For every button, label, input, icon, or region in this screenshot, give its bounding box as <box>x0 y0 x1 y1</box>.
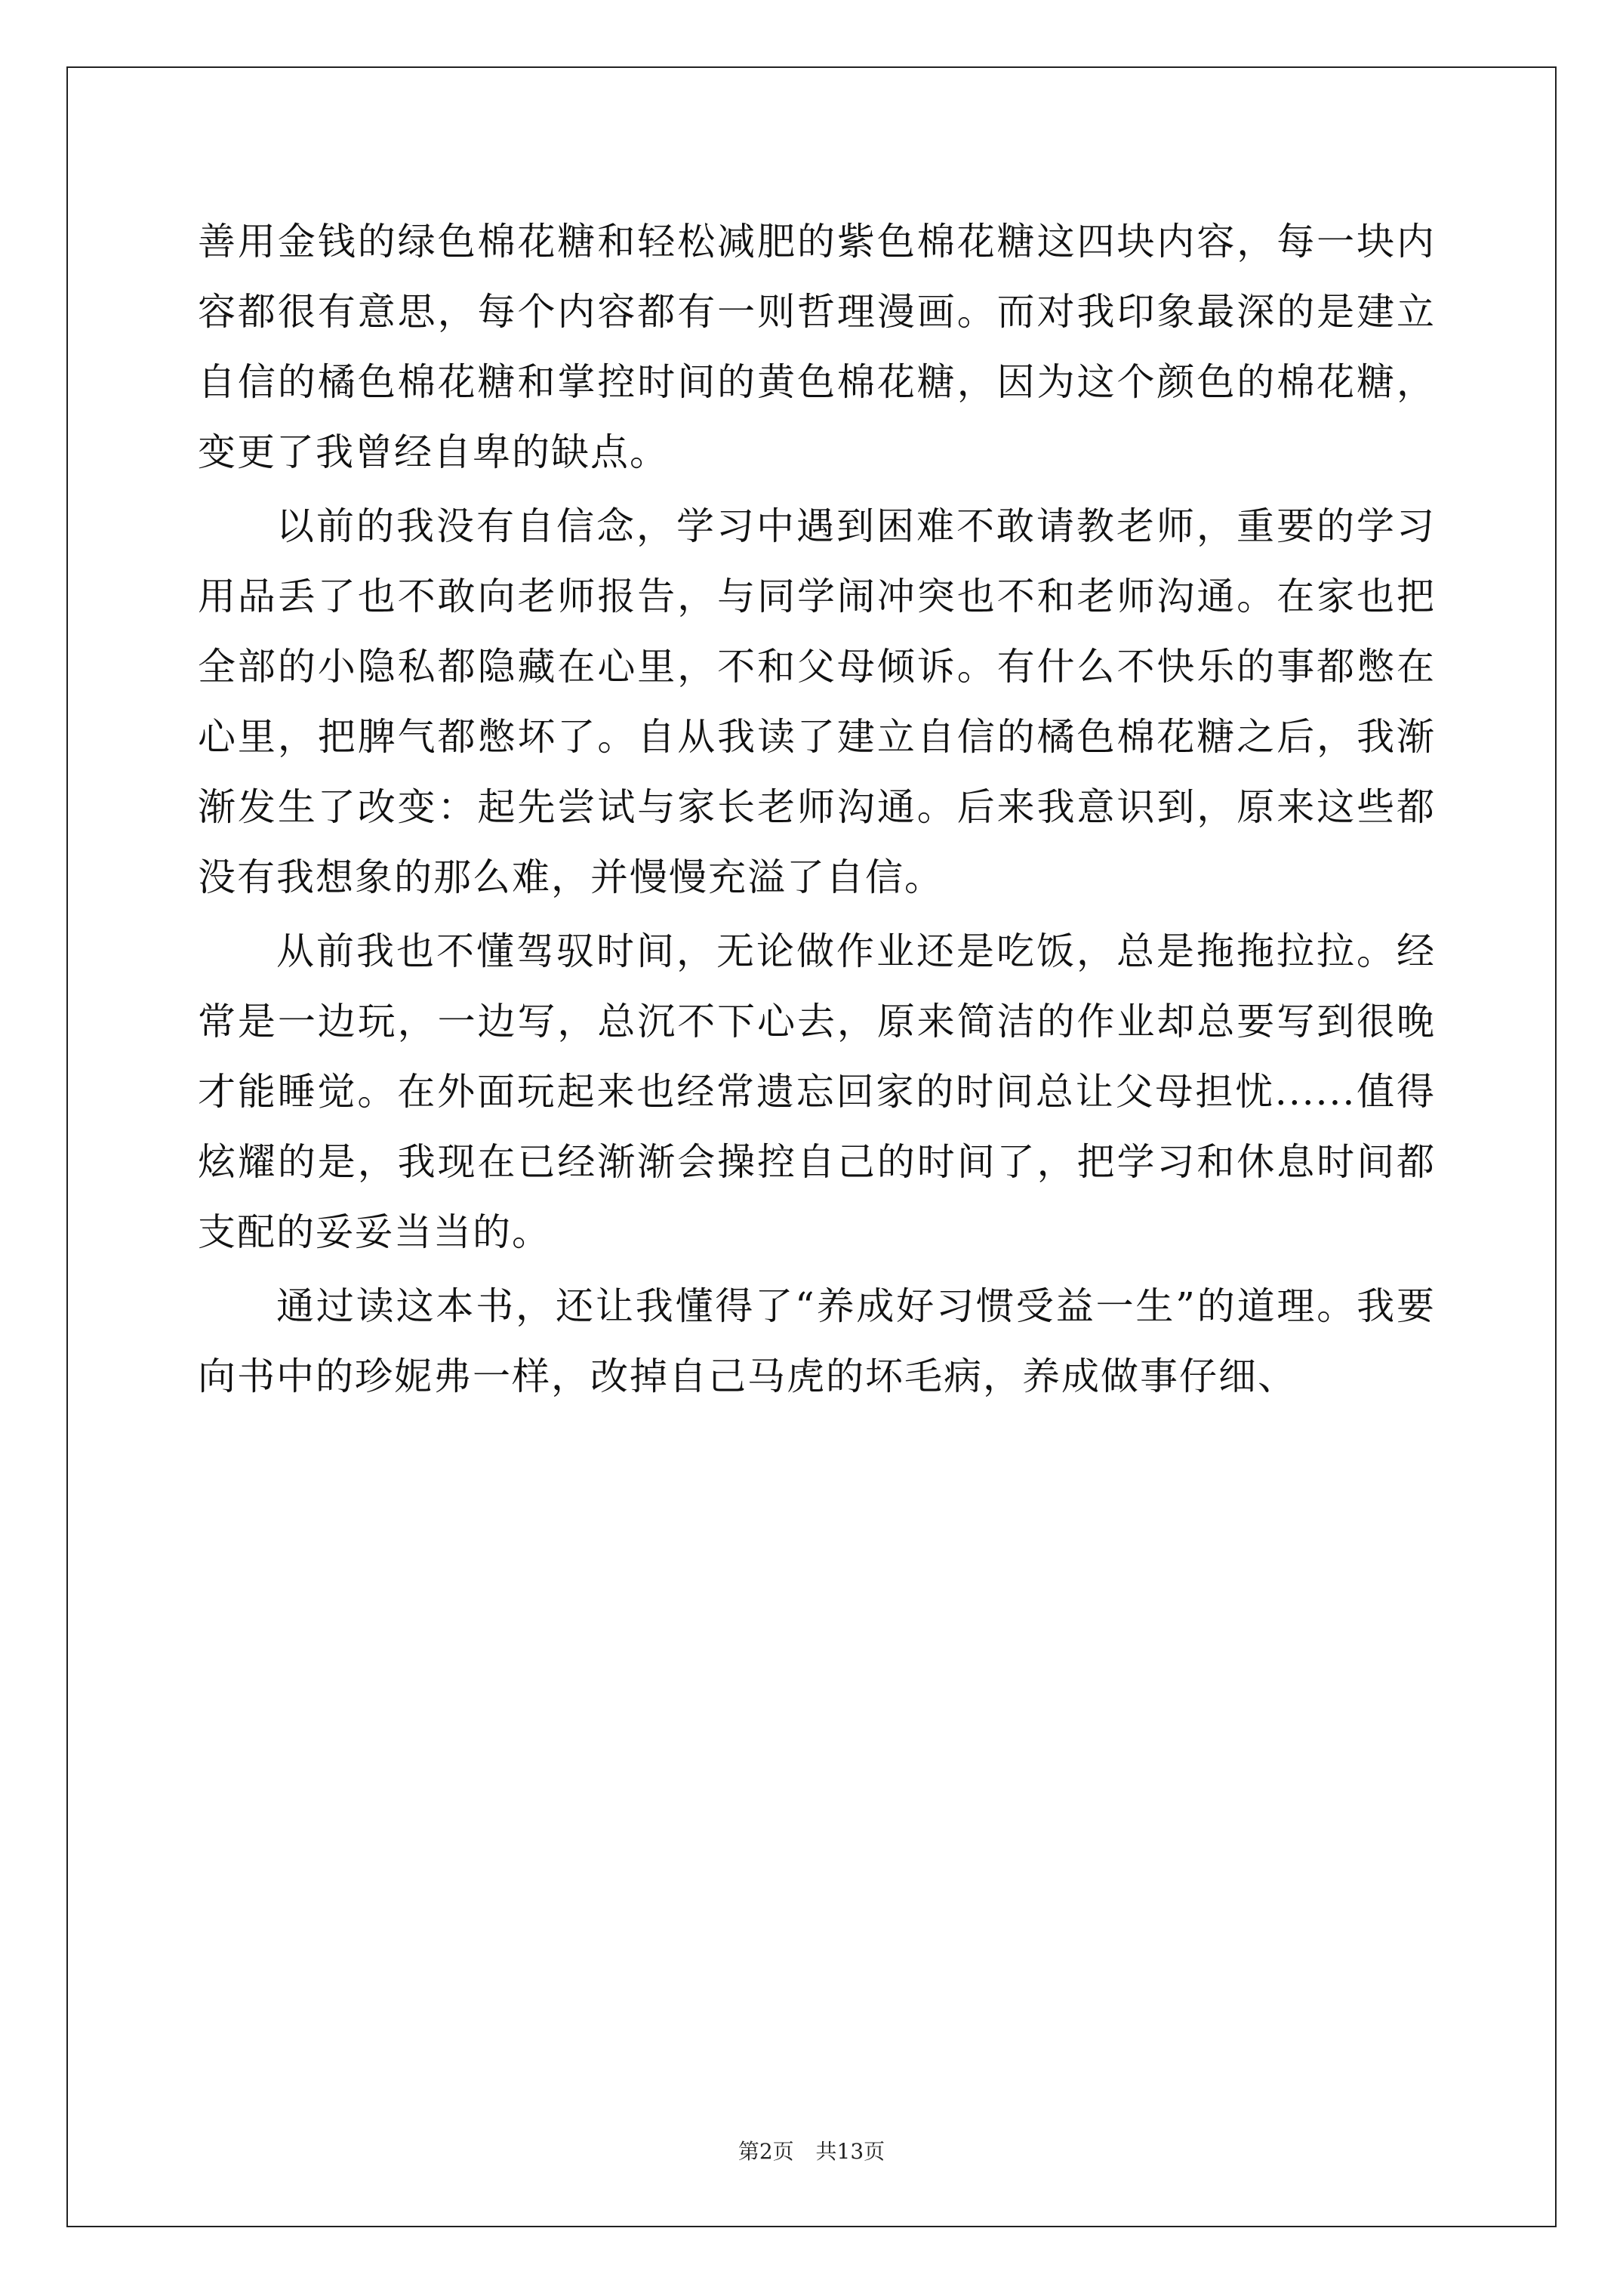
page-total: 共13页 <box>815 2139 885 2164</box>
paragraph: 通过读这本书，还让我懂得了“养成好习惯受益一生”的道理。我要向书中的珍妮弗一样，改掉自己马虎的坏毛病，养成做事仔细、 <box>198 1284 1436 1398</box>
paragraph: 从前我也不懂驾驭时间，无论做作业还是吃饭，总是拖拖拉拉。经常是一边玩，一边写，总沉不下心去，原来简洁的作业却总要写到很晚才能睡觉。在外面玩起来也经常遗忘回家的时间总让父母担忧......值得炫耀的是，我现在已经渐渐会操控自己的时间了，把学习和休息时间都支配的妥妥当当的。 <box>198 929 1436 1254</box>
document-body <box>198 207 1436 1416</box>
page-footer <box>0 2135 1623 2165</box>
page-number: 第2页 <box>738 2139 794 2164</box>
paragraph: 以前的我没有自信念，学习中遇到困难不敢请教老师，重要的学习用品丢了也不敢向老师报告，与同学闹冲突也不和老师沟通。在家也把全部的小隐私都隐藏在心里，不和父母倾诉。有什么不快乐的事都憋在心里，把脾气都憋坏了。自从我读了建立自信的橘色棉花糖之后，我渐渐发生了改变：起先尝试与家长老师沟通。后来我意识到，原来这些都没有我想象的那么难，并慢慢充溢了自信。 <box>198 504 1436 899</box>
paragraph-continuation: 善用金钱的绿色棉花糖和轻松减肥的紫色棉花糖这四块内容，每一块内容都很有意思，每个内容都有一则哲理漫画。而对我印象最深的是建立自信的橘色棉花糖和掌控时间的黄色棉花糖，因为这个颜色的棉花糖，变更了我曾经自卑的缺点。 <box>198 220 1436 474</box>
